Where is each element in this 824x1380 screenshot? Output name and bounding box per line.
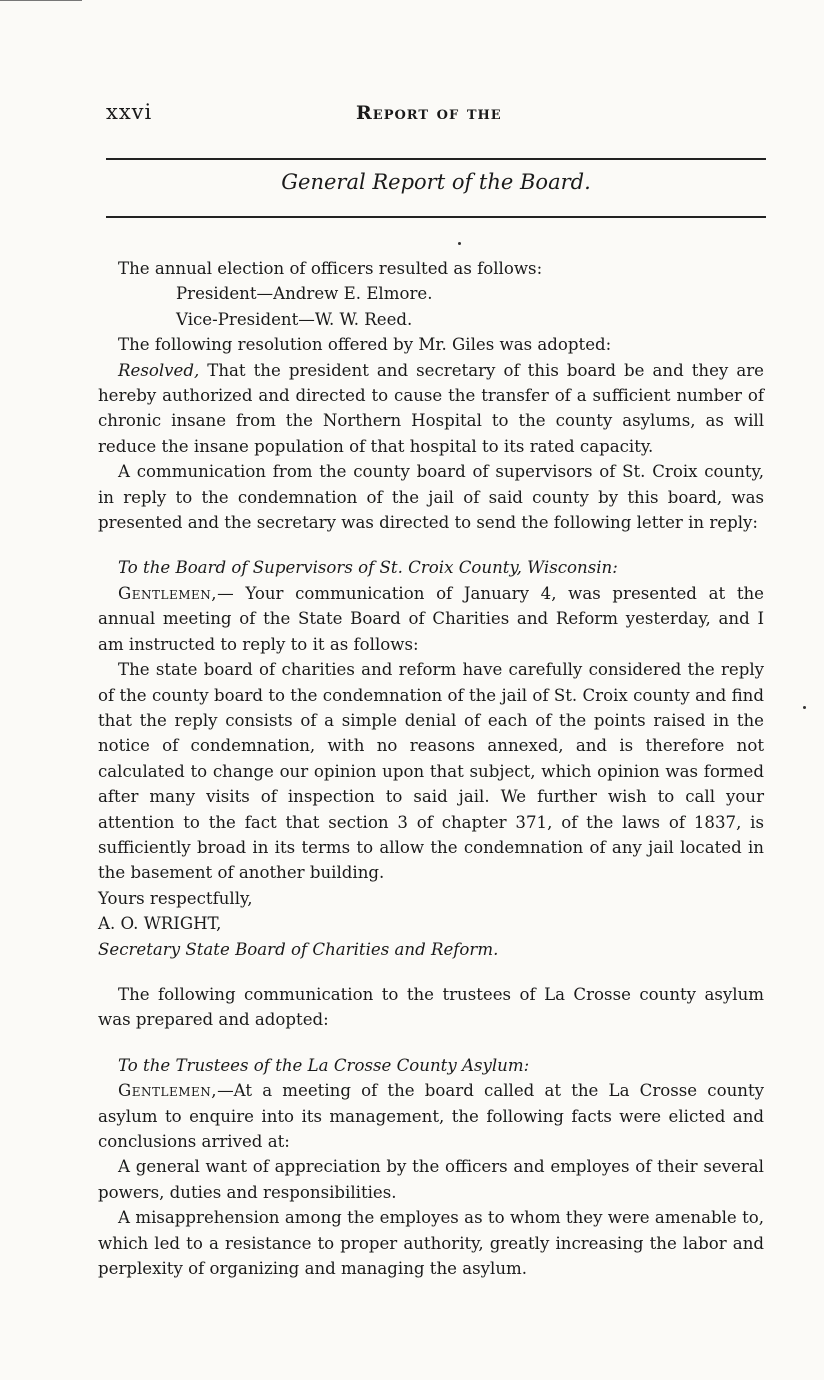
letter1-closing: Yours respectfully, <box>98 888 253 908</box>
running-title: Report of the <box>356 102 502 124</box>
letter2-point-1: A general want of appreciation by the officers and employes of their several powers, duties and responsibilities. <box>98 1157 764 1202</box>
resolution-text <box>98 358 764 460</box>
communication-paragraph: A communication from the county board of supervisors of St. Croix county, in reply to the condemnation of the jail of said county by this board, was presented and the secretary was directed to send the following letter in reply: <box>98 462 764 533</box>
page-number: xxvi <box>106 100 153 124</box>
speck-mark <box>458 242 461 245</box>
letter1-opening <box>98 581 764 657</box>
letter1-signer-title: Secretary State Board of Charities and Reform. <box>98 939 499 959</box>
letter1-address: To the Board of Supervisors of St. Croix County, Wisconsin: <box>118 558 618 578</box>
section-title: General Report of the Board. <box>281 170 591 194</box>
letter2-opening <box>98 1078 764 1154</box>
speck-mark <box>803 706 806 709</box>
corner-mark <box>0 0 82 1</box>
running-head <box>106 100 764 130</box>
resolved-word: Resolved, <box>118 360 200 380</box>
letter2-point-2: A misapprehension among the employes as to whom they were amenable to, which led to a resistance to proper authority, greatly increasing the labor and perplexity of organizing and managing the asylum. <box>98 1208 764 1279</box>
president-line: President—Andrew E. Elmore. <box>176 284 433 304</box>
letter2-address: To the Trustees of the La Crosse County Asylum: <box>118 1055 530 1075</box>
document-body <box>98 256 764 1281</box>
vice-president-line: Vice-President—W. W. Reed. <box>176 309 413 329</box>
resolution-intro: The following resolution offered by Mr. Giles was adopted: <box>118 335 612 355</box>
letter1-salutation: Gentlemen, <box>118 583 218 603</box>
election-intro: The annual election of officers resulted as follows: <box>118 259 543 278</box>
resolved-body: That the president and secretary of this board be and they are hereby authorized and directed to cause the transfer of a sufficient number of chronic insane from the Northern Hospital to the county asylums, as will reduce the insane population of that hospital to its rated capacity. <box>98 360 764 456</box>
letter1-body: The state board of charities and reform have carefully considered the reply of the county board to the condemnation of the jail of St. Croix county and find that the reply consists of a simple denial of each of the points raised in the notice of condemnation, with no reasons annexed, and is therefore not calculated to change our opinion upon that subject, which opinion was formed after many visits of inspection to said jail. We further wish to call your attention to the fact that section 3 of chapter 371, of the laws of 1837, is sufficiently broad in its terms to allow the condemnation of any jail located in the basement of another building. <box>98 660 764 883</box>
letter1-opening-text: — Your communication of January 4, was presented at the annual meeting of the State Board of Charities and Reform yesterday, and I am instructed to reply to it as follows: <box>98 583 764 654</box>
top-rule <box>106 158 766 160</box>
bottom-rule <box>106 216 766 218</box>
letter2-salutation: Gentlemen, <box>118 1081 218 1101</box>
transition-paragraph: The following communication to the trustees of La Crosse county asylum was prepared and adopted: <box>98 984 764 1030</box>
letter1-signer: A. O. WRIGHT, <box>98 914 222 934</box>
letter2-opening-text: —At a meeting of the board called at the La Crosse county asylum to enquire into its management, the following facts were elicted and conclusions arrived at: <box>98 1081 764 1151</box>
